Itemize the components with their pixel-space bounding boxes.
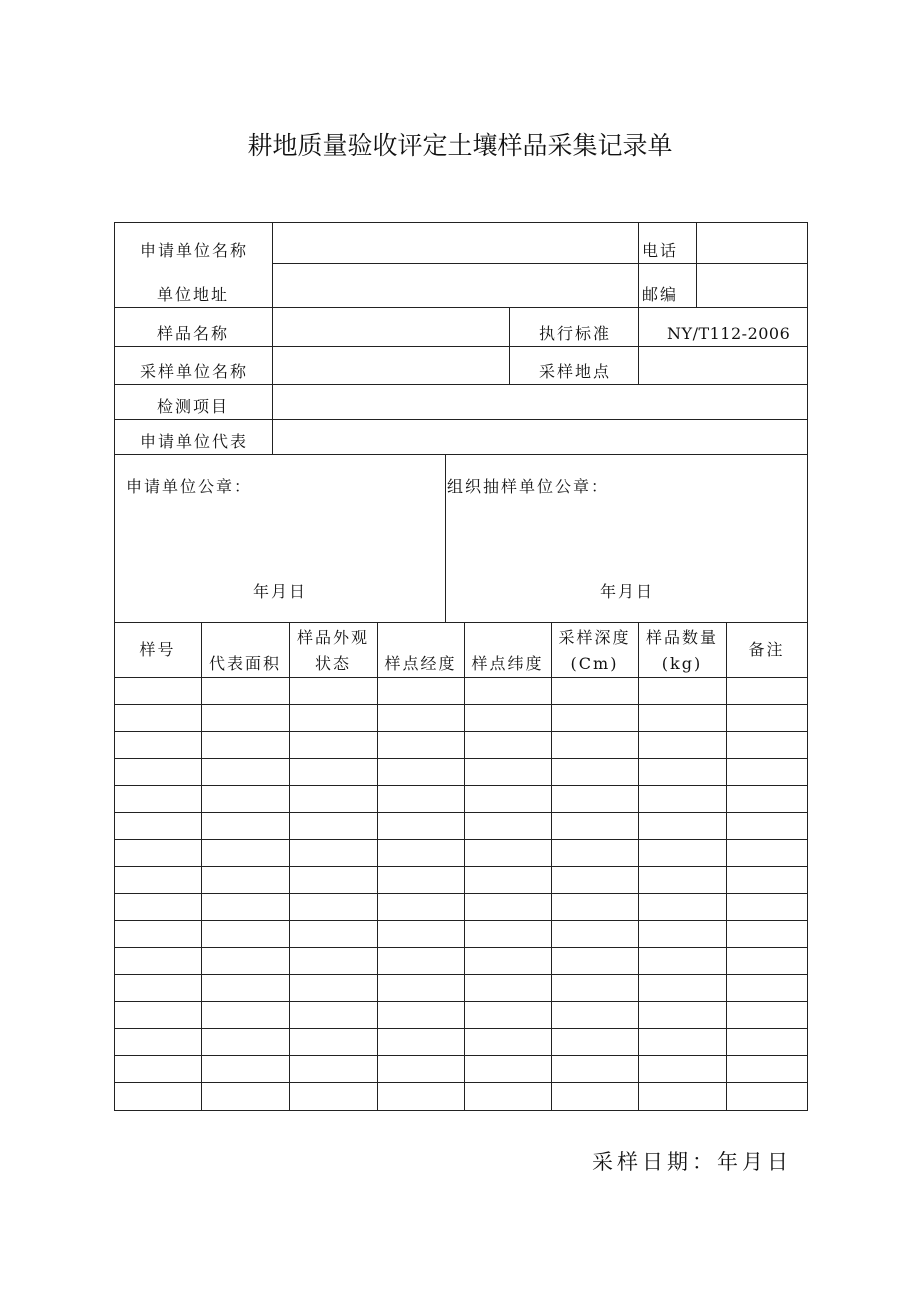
- table-cell[interactable]: [378, 867, 464, 893]
- column-header-line2: 代表面积: [208, 654, 281, 673]
- table-row: [114, 920, 808, 947]
- table-cell[interactable]: [115, 867, 201, 893]
- column-header-line1: 采样深度: [558, 628, 631, 647]
- table-cell[interactable]: [115, 1083, 201, 1109]
- applicant-rep-label: 申请单位代表: [140, 432, 249, 451]
- table-cell[interactable]: [727, 678, 807, 704]
- table-cell[interactable]: [552, 1056, 638, 1082]
- table-cell[interactable]: [727, 975, 807, 1001]
- sampling-date: 采样日期：年月日: [592, 1150, 792, 1174]
- table-cell[interactable]: [378, 948, 464, 974]
- table-cell[interactable]: [290, 786, 377, 812]
- table-cell[interactable]: [115, 678, 201, 704]
- sampling-site-label: 采样地点: [539, 362, 612, 381]
- table-cell[interactable]: [378, 894, 464, 920]
- table-cell[interactable]: [290, 840, 377, 866]
- table-cell[interactable]: [202, 1083, 289, 1109]
- table-cell[interactable]: [465, 975, 551, 1001]
- table-row: [114, 839, 808, 866]
- table-cell[interactable]: [290, 1056, 377, 1082]
- table-cell[interactable]: [115, 813, 201, 839]
- table-cell[interactable]: [465, 705, 551, 731]
- table-cell[interactable]: [202, 786, 289, 812]
- table-cell[interactable]: [378, 1029, 464, 1055]
- table-cell[interactable]: [727, 786, 807, 812]
- table-cell[interactable]: [290, 1002, 377, 1028]
- table-cell[interactable]: [290, 1029, 377, 1055]
- standard-label: 执行标准: [539, 324, 612, 343]
- table-cell[interactable]: [465, 732, 551, 758]
- column-header-line2: 备注: [748, 640, 785, 659]
- table-cell[interactable]: [378, 732, 464, 758]
- table-cell[interactable]: [115, 948, 201, 974]
- table-cell[interactable]: [202, 705, 289, 731]
- test-items-label: 检测项目: [157, 397, 230, 416]
- column-header-line2: (Cm): [570, 654, 619, 673]
- table-cell[interactable]: [202, 1029, 289, 1055]
- table-cell[interactable]: [639, 975, 726, 1001]
- postcode-field[interactable]: [698, 265, 806, 306]
- table-cell[interactable]: [202, 921, 289, 947]
- table-cell[interactable]: [115, 921, 201, 947]
- table-row: [114, 974, 808, 1001]
- table-cell[interactable]: [290, 975, 377, 1001]
- address-field[interactable]: [274, 265, 636, 306]
- table-cell[interactable]: [202, 813, 289, 839]
- applicant-seal-date: 年月日: [253, 582, 308, 601]
- table-cell[interactable]: [115, 1029, 201, 1055]
- column-header: [114, 622, 201, 677]
- sampler-name-label: 采样单位名称: [140, 362, 249, 381]
- table-cell[interactable]: [465, 1002, 551, 1028]
- table-row: [114, 947, 808, 974]
- table-cell[interactable]: [639, 732, 726, 758]
- column-header: [289, 622, 377, 677]
- table-cell[interactable]: [552, 705, 638, 731]
- table-cell[interactable]: [465, 948, 551, 974]
- column-header: [377, 622, 464, 677]
- standard-value: NY/T112-2006: [667, 324, 791, 343]
- table-cell[interactable]: [378, 705, 464, 731]
- table-cell[interactable]: [727, 813, 807, 839]
- table-cell[interactable]: [465, 1056, 551, 1082]
- table-cell[interactable]: [202, 732, 289, 758]
- table-cell[interactable]: [290, 759, 377, 785]
- table-cell[interactable]: [378, 813, 464, 839]
- table-cell[interactable]: [465, 813, 551, 839]
- table-cell[interactable]: [378, 678, 464, 704]
- table-cell[interactable]: [202, 759, 289, 785]
- table-cell[interactable]: [727, 1056, 807, 1082]
- table-cell[interactable]: [727, 921, 807, 947]
- sample-name-label: 样品名称: [157, 324, 230, 343]
- table-cell[interactable]: [552, 975, 638, 1001]
- table-cell[interactable]: [465, 921, 551, 947]
- table-cell[interactable]: [727, 894, 807, 920]
- table-cell[interactable]: [639, 867, 726, 893]
- table-cell[interactable]: [639, 759, 726, 785]
- table-cell[interactable]: [552, 786, 638, 812]
- table-cell[interactable]: [290, 678, 377, 704]
- table-cell[interactable]: [639, 1083, 726, 1109]
- table-cell[interactable]: [552, 921, 638, 947]
- table-cell[interactable]: [115, 759, 201, 785]
- table-cell[interactable]: [465, 1029, 551, 1055]
- postcode-label: 邮编: [642, 285, 679, 304]
- test-items-field[interactable]: [274, 386, 806, 418]
- table-cell[interactable]: [115, 705, 201, 731]
- applicant-name-label: 申请单位名称: [140, 241, 249, 260]
- table-cell[interactable]: [378, 786, 464, 812]
- sample-name-field[interactable]: [274, 309, 507, 345]
- table-cell[interactable]: [639, 678, 726, 704]
- table-cell[interactable]: [727, 948, 807, 974]
- table-cell[interactable]: [202, 1056, 289, 1082]
- table-cell[interactable]: [465, 759, 551, 785]
- table-cell[interactable]: [552, 948, 638, 974]
- table-cell[interactable]: [727, 1083, 807, 1109]
- column-header: [551, 622, 638, 677]
- table-cell[interactable]: [378, 1002, 464, 1028]
- table-cell[interactable]: [378, 975, 464, 1001]
- table-cell[interactable]: [639, 705, 726, 731]
- table-cell[interactable]: [639, 921, 726, 947]
- table-cell[interactable]: [378, 921, 464, 947]
- applicant-rep-field[interactable]: [274, 421, 806, 453]
- table-cell[interactable]: [115, 1002, 201, 1028]
- table-cell[interactable]: [552, 678, 638, 704]
- page-title: 耕地质量验收评定土壤样品采集记录单: [247, 131, 673, 160]
- table-cell[interactable]: [552, 867, 638, 893]
- table-cell[interactable]: [290, 948, 377, 974]
- phone-label: 电话: [642, 241, 679, 260]
- table-cell[interactable]: [639, 948, 726, 974]
- table-row: [114, 704, 808, 731]
- column-header: [726, 622, 807, 677]
- applicant-seal-label: 申请单位公章：: [126, 477, 253, 496]
- column-header-line2: 样点经度: [384, 654, 457, 673]
- table-cell[interactable]: [552, 840, 638, 866]
- table-cell[interactable]: [552, 813, 638, 839]
- table-row: [114, 1055, 808, 1082]
- applicant-name-field[interactable]: [274, 224, 636, 262]
- table-cell[interactable]: [727, 1029, 807, 1055]
- table-cell[interactable]: [290, 705, 377, 731]
- table-row: [114, 812, 808, 839]
- table-cell[interactable]: [639, 1056, 726, 1082]
- column-header-line1: 样品数量: [645, 628, 718, 647]
- table-cell[interactable]: [727, 840, 807, 866]
- table-row: [114, 758, 808, 785]
- sampler-name-field[interactable]: [274, 348, 507, 383]
- table-cell[interactable]: [115, 975, 201, 1001]
- table-cell[interactable]: [115, 1056, 201, 1082]
- column-header: [464, 622, 551, 677]
- sample-record-form: [114, 222, 808, 1111]
- table-cell[interactable]: [115, 840, 201, 866]
- table-cell[interactable]: [290, 867, 377, 893]
- column-header: [638, 622, 726, 677]
- column-header-line2: 样号: [139, 640, 176, 659]
- table-row: [114, 677, 808, 704]
- table-cell[interactable]: [290, 732, 377, 758]
- phone-field[interactable]: [698, 224, 806, 262]
- table-cell[interactable]: [465, 1083, 551, 1109]
- table-cell[interactable]: [639, 1002, 726, 1028]
- table-cell[interactable]: [290, 894, 377, 920]
- table-row: [114, 785, 808, 812]
- table-cell[interactable]: [727, 732, 807, 758]
- table-cell[interactable]: [552, 732, 638, 758]
- table-cell[interactable]: [639, 786, 726, 812]
- table-cell[interactable]: [639, 813, 726, 839]
- table-cell[interactable]: [727, 759, 807, 785]
- table-cell[interactable]: [202, 678, 289, 704]
- table-cell[interactable]: [639, 1029, 726, 1055]
- table-cell[interactable]: [727, 1002, 807, 1028]
- table-cell[interactable]: [202, 867, 289, 893]
- table-row: [114, 1001, 808, 1028]
- table-cell[interactable]: [727, 867, 807, 893]
- table-cell[interactable]: [290, 813, 377, 839]
- table-cell[interactable]: [202, 975, 289, 1001]
- table-cell[interactable]: [465, 678, 551, 704]
- column-header-line2: 状态: [314, 654, 351, 673]
- column-header: [201, 622, 289, 677]
- table-cell[interactable]: [378, 759, 464, 785]
- table-cell[interactable]: [465, 867, 551, 893]
- table-cell[interactable]: [552, 894, 638, 920]
- table-cell[interactable]: [465, 786, 551, 812]
- table-row: [114, 1028, 808, 1055]
- table-cell[interactable]: [727, 705, 807, 731]
- table-row: [114, 1082, 808, 1109]
- table-cell[interactable]: [465, 840, 551, 866]
- table-cell[interactable]: [378, 840, 464, 866]
- table-cell[interactable]: [465, 894, 551, 920]
- table-cell[interactable]: [378, 1056, 464, 1082]
- table-cell[interactable]: [115, 894, 201, 920]
- table-cell[interactable]: [552, 759, 638, 785]
- table-cell[interactable]: [115, 732, 201, 758]
- table-cell[interactable]: [290, 921, 377, 947]
- organizer-seal-date: 年月日: [600, 582, 655, 601]
- table-cell[interactable]: [115, 786, 201, 812]
- sampling-site-field[interactable]: [640, 348, 806, 383]
- table-cell[interactable]: [378, 1083, 464, 1109]
- table-row: [114, 893, 808, 920]
- table-row: [114, 731, 808, 758]
- table-row: [114, 866, 808, 893]
- column-header-line2: (kg): [661, 654, 703, 673]
- table-cell[interactable]: [639, 840, 726, 866]
- table-cell[interactable]: [202, 840, 289, 866]
- table-cell[interactable]: [552, 1029, 638, 1055]
- table-cell[interactable]: [552, 1002, 638, 1028]
- table-cell[interactable]: [202, 894, 289, 920]
- column-header-line1: 样品外观: [296, 628, 369, 647]
- column-header-line2: 样点纬度: [471, 654, 544, 673]
- table-cell[interactable]: [639, 894, 726, 920]
- table-cell[interactable]: [202, 948, 289, 974]
- table-cell[interactable]: [552, 1083, 638, 1109]
- address-label: 单位地址: [157, 285, 230, 304]
- table-cell[interactable]: [290, 1083, 377, 1109]
- organizer-seal-label: 组织抽样单位公章：: [447, 477, 610, 496]
- table-cell[interactable]: [202, 1002, 289, 1028]
